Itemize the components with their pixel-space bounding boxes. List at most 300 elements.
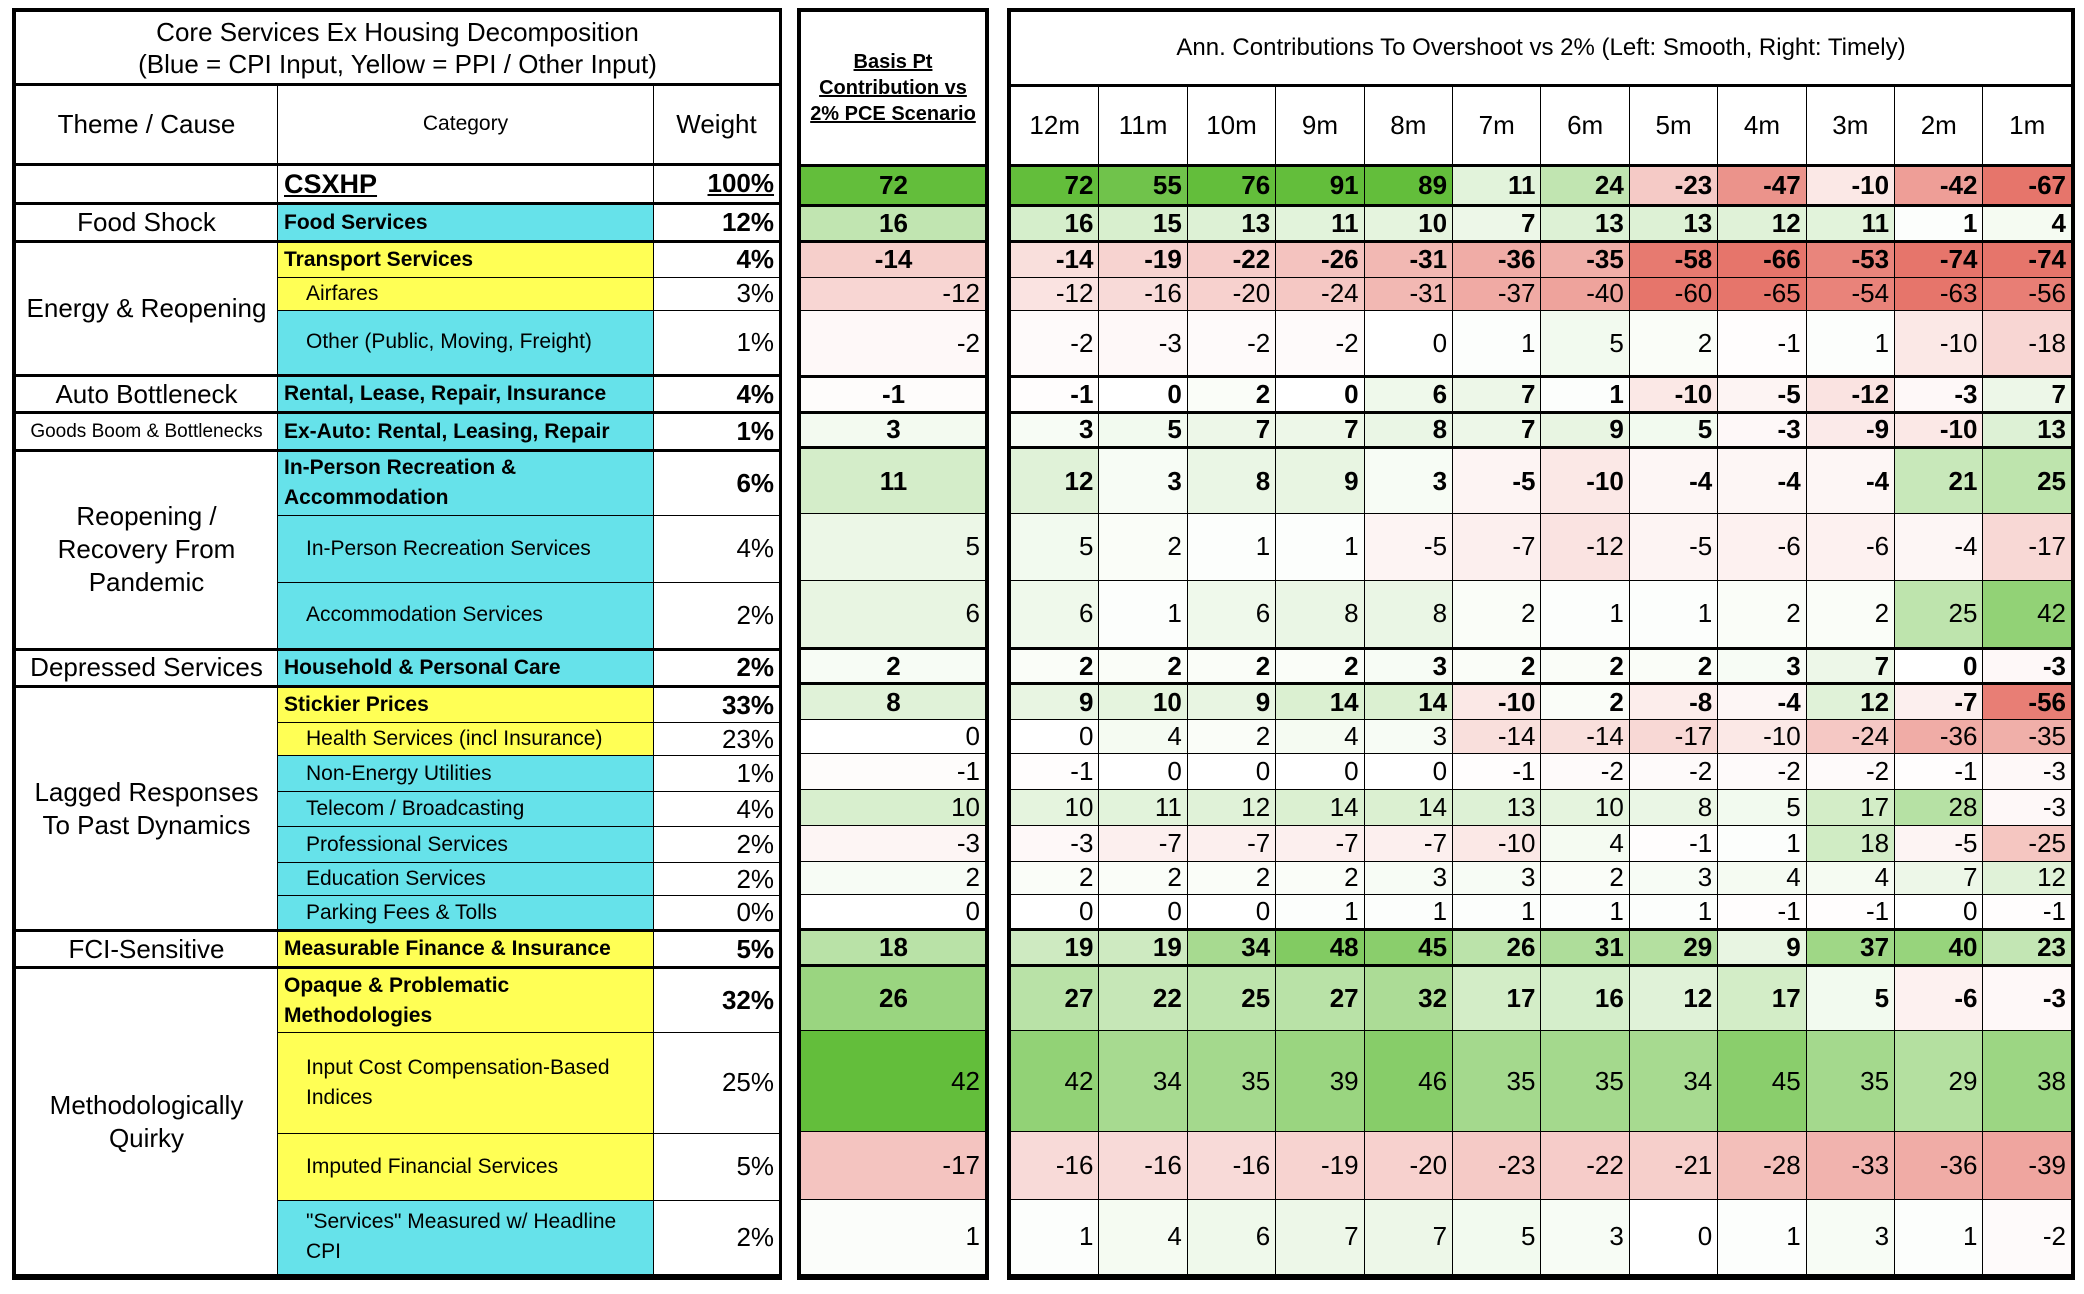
contribution-cell: 1 [1629,581,1717,648]
contribution-cell: 8 [1364,581,1452,648]
contribution-cell: 10 [1364,205,1452,241]
contribution-cell: -2 [1718,754,1806,790]
contribution-cell: 5 [1453,1199,1541,1275]
contribution-cell: 2 [1629,311,1717,376]
period-header: 5m [1629,85,1717,165]
bp-row [801,205,986,241]
contribution-cell: 42 [1983,581,2072,648]
contribution-cell: -9 [1806,412,1894,448]
weight-cell: 5% [654,930,780,968]
contribution-cell: 8 [1187,448,1275,513]
contribution-cell: 2 [1629,648,1717,684]
contribution-cell: 4 [1541,825,1629,861]
bp-value-cell: 3 [801,412,986,448]
contribution-cell: 2 [1541,861,1629,895]
contribution-row [1011,1132,2072,1199]
period-header: 4m [1718,85,1806,165]
table-row [16,241,780,277]
bp-row [801,581,986,648]
contribution-cell: 48 [1276,930,1364,966]
contribution-cell: 1 [1364,895,1452,930]
contribution-cell: 4 [1718,861,1806,895]
contribution-cell: -4 [1718,684,1806,720]
contribution-cell: -19 [1276,1132,1364,1199]
contribution-cell: 2 [1011,861,1099,895]
col-weight-header: Weight [654,85,780,164]
contribution-cell: -7 [1364,825,1452,861]
contribution-cell: -5 [1895,825,1983,861]
contribution-cell: -7 [1895,684,1983,720]
contribution-cell: 3 [1806,1199,1894,1275]
contribution-cell: -3 [1718,412,1806,448]
contribution-cell: 39 [1276,1031,1364,1132]
contribution-cell: 6 [1011,581,1099,648]
weight-cell: 1% [654,310,780,375]
contribution-cell: -10 [1895,311,1983,376]
contribution-cell: -67 [1983,165,2072,205]
bp-value-cell: 5 [801,513,986,580]
bp-contribution-header: Basis Pt Contribution vs 2% PCE Scenario [801,12,986,166]
contribution-cell: 12 [1629,965,1717,1030]
contribution-cell: 7 [1453,205,1541,241]
contribution-cell: 6 [1364,376,1452,412]
bp-value-cell: -1 [801,754,986,790]
contribution-cell: 35 [1453,1031,1541,1132]
contribution-cell: 15 [1099,205,1187,241]
contribution-cell: -31 [1364,241,1452,277]
contribution-cell: 55 [1099,165,1187,205]
contribution-cell: -3 [1099,311,1187,376]
contribution-cell: -22 [1187,241,1275,277]
contribution-cell: -17 [1629,720,1717,754]
bp-row [801,277,986,311]
contribution-cell: 1 [1276,895,1364,930]
contribution-cell: -36 [1895,1132,1983,1199]
contribution-cell: 76 [1187,165,1275,205]
contribution-cell: 2 [1276,648,1364,684]
contribution-cell: 1 [1099,581,1187,648]
contribution-cell: 9 [1011,684,1099,720]
contribution-cell: 2 [1099,861,1187,895]
contribution-cell: 31 [1541,930,1629,966]
contribution-cell: -23 [1629,165,1717,205]
contribution-cell: -17 [1983,513,2072,580]
bp-row [801,448,986,513]
contribution-cell: 23 [1983,930,2072,966]
contribution-cell: -23 [1453,1132,1541,1199]
bp-value-cell: 72 [801,165,986,205]
contribution-cell: 0 [1276,754,1364,790]
contribution-cell: 13 [1983,412,2072,448]
bp-row [801,1132,986,1199]
contribution-cell: 12 [1983,861,2072,895]
contribution-cell: 2 [1187,648,1275,684]
contribution-cell: 4 [1983,205,2072,241]
contribution-cell: -2 [1011,311,1099,376]
contribution-cell: 89 [1364,165,1452,205]
contribution-cell: 4 [1099,720,1187,754]
bp-value-cell: 2 [801,861,986,895]
bp-value-cell: -1 [801,376,986,412]
contribution-cell: 12 [1187,789,1275,825]
weight-cell: 2% [654,827,780,863]
contribution-row [1011,789,2072,825]
contribution-cell: 27 [1276,965,1364,1030]
contribution-cell: -14 [1011,241,1099,277]
contribution-cell: 7 [1276,412,1364,448]
col-category-header: Category [278,85,654,164]
theme-cell: Food Shock [16,204,278,242]
contribution-cell: -6 [1718,513,1806,580]
contribution-cell: -1 [1718,311,1806,376]
contribution-cell: -1 [1011,754,1099,790]
contribution-cell: -40 [1541,277,1629,311]
contribution-cell: 0 [1099,754,1187,790]
contribution-cell: 0 [1629,1199,1717,1275]
contribution-cell: 2 [1187,376,1275,412]
contribution-cell: 9 [1187,684,1275,720]
contribution-cell: -7 [1187,825,1275,861]
contribution-cell: 72 [1011,165,1099,205]
contribution-cell: 13 [1629,205,1717,241]
contribution-cell: -58 [1629,241,1717,277]
contribution-cell: 8 [1364,412,1452,448]
contribution-cell: 21 [1895,448,1983,513]
table-row [16,649,780,687]
contribution-cell: 5 [1629,412,1717,448]
period-header: 1m [1983,85,2072,165]
contribution-cell: -16 [1011,1132,1099,1199]
table-row [16,968,780,1033]
bp-value-cell: 2 [801,648,986,684]
contribution-cell: 10 [1099,684,1187,720]
weight-cell: 5% [654,1133,780,1200]
contribution-cell: -12 [1806,376,1894,412]
contribution-cell: -3 [1983,965,2072,1030]
contribution-row [1011,513,2072,580]
weight-cell: 33% [654,687,780,723]
contribution-cell: 35 [1806,1031,1894,1132]
contribution-cell: 19 [1011,930,1099,966]
contribution-cell: 9 [1541,412,1629,448]
contribution-cell: 91 [1276,165,1364,205]
contribution-cell: 7 [1187,412,1275,448]
contribution-row [1011,895,2072,930]
contribution-cell: -1 [1453,754,1541,790]
bp-row [801,311,986,376]
contribution-cell: -10 [1541,448,1629,513]
contribution-cell: 28 [1895,789,1983,825]
category-cell: Stickier Prices [278,687,654,723]
bp-row [801,965,986,1030]
contribution-cell: -19 [1099,241,1187,277]
contribution-cell: -12 [1541,513,1629,580]
contribution-cell: 1 [1629,895,1717,930]
bp-value-cell: 42 [801,1031,986,1132]
contribution-cell: 40 [1895,930,1983,966]
contribution-cell: 5 [1718,789,1806,825]
bp-value-cell: 6 [801,581,986,648]
period-header: 11m [1099,85,1187,165]
contribution-cell: -4 [1718,448,1806,513]
contribution-cell: -5 [1453,448,1541,513]
contribution-cell: 1 [1541,581,1629,648]
contribution-cell: -2 [1806,754,1894,790]
contribution-row [1011,684,2072,720]
contribution-cell: 16 [1011,205,1099,241]
contribution-cell: 12 [1718,205,1806,241]
contribution-cell: -4 [1806,448,1894,513]
contribution-row [1011,861,2072,895]
mid-header-row [801,12,986,166]
contribution-cell: -10 [1453,684,1541,720]
category-cell: In-Person Recreation Services [278,515,654,582]
contribution-cell: 45 [1718,1031,1806,1132]
contribution-cell: 13 [1187,205,1275,241]
contribution-cell: 1 [1011,1199,1099,1275]
bp-row [801,789,986,825]
contribution-cell: -1 [1983,895,2072,930]
contribution-cell: -16 [1187,1132,1275,1199]
contribution-cell: 35 [1187,1031,1275,1132]
contribution-cell: 29 [1629,930,1717,966]
contribution-row [1011,581,2072,648]
contribution-cell: -4 [1629,448,1717,513]
contribution-cell: 2 [1011,648,1099,684]
bp-value-cell: -3 [801,825,986,861]
bp-value-cell: 8 [801,684,986,720]
contribution-cell: 1 [1453,311,1541,376]
contribution-cell: 11 [1806,205,1894,241]
category-cell: Education Services [278,862,654,895]
weight-cell: 6% [654,451,780,516]
right-title-row [1011,12,2072,86]
contribution-cell: -7 [1276,825,1364,861]
contribution-cell: 35 [1541,1031,1629,1132]
contribution-cell: 12 [1806,684,1894,720]
left-header-row [16,85,780,164]
contributions-title: Ann. Contributions To Overshoot vs 2% (Left: Smooth, Right: Timely) [1011,12,2072,86]
period-header: 7m [1453,85,1541,165]
contribution-cell: -60 [1629,277,1717,311]
contribution-cell: 34 [1099,1031,1187,1132]
weight-cell: 3% [654,277,780,310]
contribution-row [1011,205,2072,241]
period-header: 10m [1187,85,1275,165]
contribution-cell: 46 [1364,1031,1452,1132]
contribution-cell: -36 [1895,720,1983,754]
annualized-contributions-panel [1007,8,2075,1280]
contribution-cell: -14 [1453,720,1541,754]
contribution-cell: -1 [1718,895,1806,930]
bp-row [801,165,986,205]
contribution-row [1011,930,2072,966]
contribution-cell: 7 [1983,376,2072,412]
contribution-row [1011,1031,2072,1132]
contribution-cell: -10 [1453,825,1541,861]
category-cell: Household & Personal Care [278,649,654,687]
bp-row [801,684,986,720]
contribution-cell: 45 [1364,930,1452,966]
contribution-cell: 1 [1541,376,1629,412]
contribution-cell: 7 [1806,648,1894,684]
contribution-cell: -36 [1453,241,1541,277]
bp-value-cell: -2 [801,311,986,376]
table-row [16,164,780,204]
table-row [16,413,780,451]
contribution-cell: 25 [1187,965,1275,1030]
contribution-cell: 5 [1806,965,1894,1030]
weight-cell: 1% [654,756,780,792]
category-cell: Ex-Auto: Rental, Leasing, Repair [278,413,654,451]
contribution-cell: 2 [1541,684,1629,720]
period-header: 6m [1541,85,1629,165]
contribution-cell: 34 [1629,1031,1717,1132]
contribution-cell: -6 [1806,513,1894,580]
contribution-cell: 2 [1187,861,1275,895]
contribution-cell: -22 [1541,1132,1629,1199]
contribution-cell: 27 [1011,965,1099,1030]
contribution-cell: 17 [1453,965,1541,1030]
theme-cell: Energy & Reopening [16,241,278,375]
contribution-cell: 17 [1806,789,1894,825]
contribution-cell: -7 [1099,825,1187,861]
contribution-cell: -39 [1983,1132,2072,1199]
contribution-cell: 5 [1541,311,1629,376]
contribution-cell: 0 [1276,376,1364,412]
contribution-cell: -7 [1453,513,1541,580]
contribution-cell: 1 [1806,311,1894,376]
category-cell: Food Services [278,204,654,242]
decomposition-panel [12,8,782,1280]
weight-cell: 100% [654,164,780,204]
weight-cell: 2% [654,1200,780,1276]
contribution-row [1011,825,2072,861]
table-title-line2: (Blue = CPI Input, Yellow = PPI / Other Input) [138,48,657,79]
theme-cell: Goods Boom & Bottlenecks [16,413,278,451]
contribution-cell: -10 [1895,412,1983,448]
contribution-cell: 18 [1806,825,1894,861]
contribution-cell: -6 [1895,965,1983,1030]
bp-value-cell: 16 [801,205,986,241]
bp-value-cell: 10 [801,789,986,825]
contribution-cell: 3 [1541,1199,1629,1275]
contribution-cell: 7 [1453,412,1541,448]
weight-cell: 4% [654,241,780,277]
weight-cell: 23% [654,722,780,755]
bp-value-cell: -14 [801,241,986,277]
contribution-row [1011,376,2072,412]
contribution-cell: -74 [1895,241,1983,277]
bp-row [801,376,986,412]
theme-cell: Depressed Services [16,649,278,687]
category-cell: Health Services (incl Insurance) [278,722,654,755]
bp-row [801,825,986,861]
contribution-cell: -3 [1983,754,2072,790]
contribution-cell: 2 [1276,861,1364,895]
contribution-cell: -12 [1011,277,1099,311]
weight-cell: 12% [654,204,780,242]
contribution-cell: 1 [1895,205,1983,241]
contribution-row [1011,754,2072,790]
contribution-cell: -5 [1629,513,1717,580]
contribution-cell: -33 [1806,1132,1894,1199]
annualized-contributions-table [1010,11,2072,1277]
category-cell: Non-Energy Utilities [278,756,654,792]
contribution-cell: 2 [1187,720,1275,754]
contribution-cell: 5 [1099,412,1187,448]
contribution-cell: 11 [1099,789,1187,825]
weight-cell: 4% [654,515,780,582]
bp-value-cell: 1 [801,1199,986,1275]
bp-row [801,930,986,966]
contribution-cell: 1 [1718,1199,1806,1275]
contribution-cell: 42 [1011,1031,1099,1132]
left-title-row [16,12,780,85]
contribution-cell: 14 [1276,789,1364,825]
theme-cell: FCI-Sensitive [16,930,278,968]
contribution-cell: -54 [1806,277,1894,311]
contribution-cell: -4 [1895,513,1983,580]
contribution-cell: -18 [1983,311,2072,376]
contribution-cell: -53 [1806,241,1894,277]
contribution-cell: 11 [1453,165,1541,205]
contribution-cell: 5 [1011,513,1099,580]
contribution-cell: -14 [1541,720,1629,754]
weight-cell: 32% [654,968,780,1033]
contribution-cell: 2 [1806,581,1894,648]
table-row [16,451,780,516]
contribution-cell: 1 [1541,895,1629,930]
contribution-cell: -47 [1718,165,1806,205]
category-cell: Opaque & Problematic Methodologies [278,968,654,1033]
bp-row [801,648,986,684]
contribution-cell: 1 [1276,513,1364,580]
theme-cell: Auto Bottleneck [16,375,278,413]
bp-row [801,861,986,895]
contribution-row [1011,277,2072,311]
contribution-cell: -2 [1983,1199,2072,1275]
bp-contribution-table [800,11,986,1277]
contribution-cell: 32 [1364,965,1452,1030]
contribution-cell: -35 [1983,720,2072,754]
weight-cell: 2% [654,862,780,895]
weight-cell: 1% [654,413,780,451]
contribution-cell: -3 [1983,648,2072,684]
contribution-cell: 24 [1541,165,1629,205]
contribution-cell: 0 [1011,895,1099,930]
contribution-cell: 8 [1276,581,1364,648]
period-header: 9m [1276,85,1364,165]
category-cell: "Services" Measured w/ Headline CPI [278,1200,654,1276]
category-cell: Professional Services [278,827,654,863]
contribution-cell: -42 [1895,165,1983,205]
bp-contribution-panel [797,8,989,1280]
contribution-cell: 25 [1983,448,2072,513]
theme-cell: Methodologically Quirky [16,968,278,1276]
contribution-cell: 19 [1099,930,1187,966]
contribution-cell: -21 [1629,1132,1717,1199]
contribution-cell: -66 [1718,241,1806,277]
contribution-cell: 13 [1453,789,1541,825]
contribution-cell: 9 [1276,448,1364,513]
contribution-cell: -56 [1983,277,2072,311]
contribution-cell: 3 [1364,861,1452,895]
contribution-cell: -10 [1629,376,1717,412]
contribution-cell: 2 [1099,513,1187,580]
contribution-cell: 0 [1895,648,1983,684]
weight-cell: 25% [654,1033,780,1133]
